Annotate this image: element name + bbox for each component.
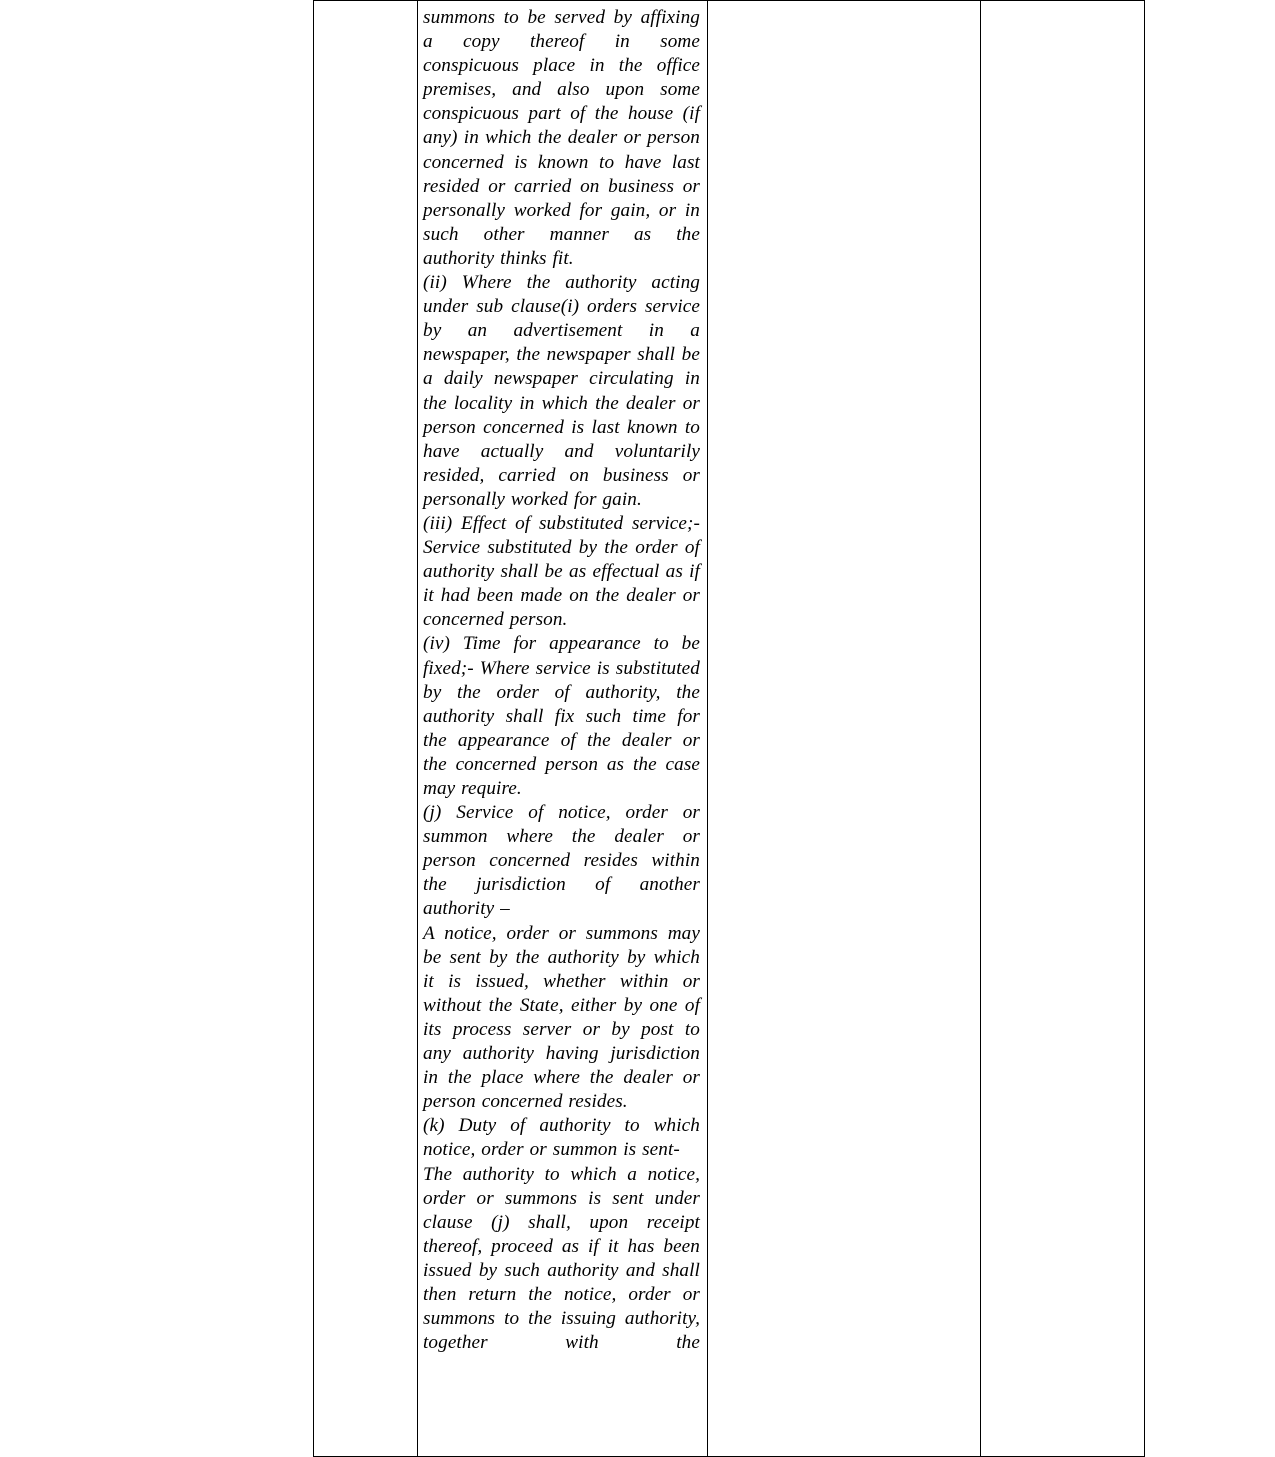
table-cell-amendment xyxy=(708,1,981,1457)
paragraph-substituted-service-manner: summons to be served by affixing a copy thereof in some conspicuous place in the office premises, and also upon some conspicuous part of the house (if any) in which the dealer or person concerned is known to have last resided or carried on business or personally worked for gain, or in such other manner as the authority thinks fit. xyxy=(423,7,700,269)
paragraph-sending-notice: A notice, order or summons may be sent by the authority by which it is issued, whether within or without the State, either by one of its process server or by post to any authority having jurisdiction in the place where the dealer or person concerned resides. xyxy=(423,922,700,1113)
table-cell-rule-text xyxy=(418,1,708,1457)
rule-text-block xyxy=(418,1,707,1355)
table-row xyxy=(314,1,1145,1457)
paragraph-time-for-appearance: (iv) Time for appearance to be fixed;- Where service is substituted by the order of authority, the authority shall fix such time for the appearance of the dealer or the concerned person as the case may require. xyxy=(423,633,700,799)
document-table xyxy=(313,0,1145,1457)
paragraph-duty-of-authority-heading: (k) Duty of authority to which notice, order or summon is sent- xyxy=(423,1115,700,1161)
paragraph-service-other-jurisdiction: (j) Service of notice, order or summon where the dealer or person concerned resides within the jurisdiction of another authority – xyxy=(423,802,700,920)
paragraph-newspaper-advertisement: (ii) Where the authority acting under sub clause(i) orders service by an advertisement in a newspaper, the newspaper shall be a daily newspaper circulating in the locality in which the dealer or person concerned is last known to have actually and voluntarily resided, carried on business or personally worked for gain. xyxy=(423,272,700,510)
table-cell-remarks xyxy=(981,1,1145,1457)
paragraph-duty-of-authority: The authority to which a notice, order or summons is sent under clause (j) shall, upon receipt thereof, proceed as if it has been issued by such authority and shall then return the notice, order or summons to the issuing authority, together with the xyxy=(423,1163,700,1354)
paragraph-effect-of-substituted-service: (iii) Effect of substituted service;- Service substituted by the order of authority shall be as effectual as if it had been made on the dealer or concerned person. xyxy=(423,512,700,631)
table-cell-serial xyxy=(314,1,418,1457)
